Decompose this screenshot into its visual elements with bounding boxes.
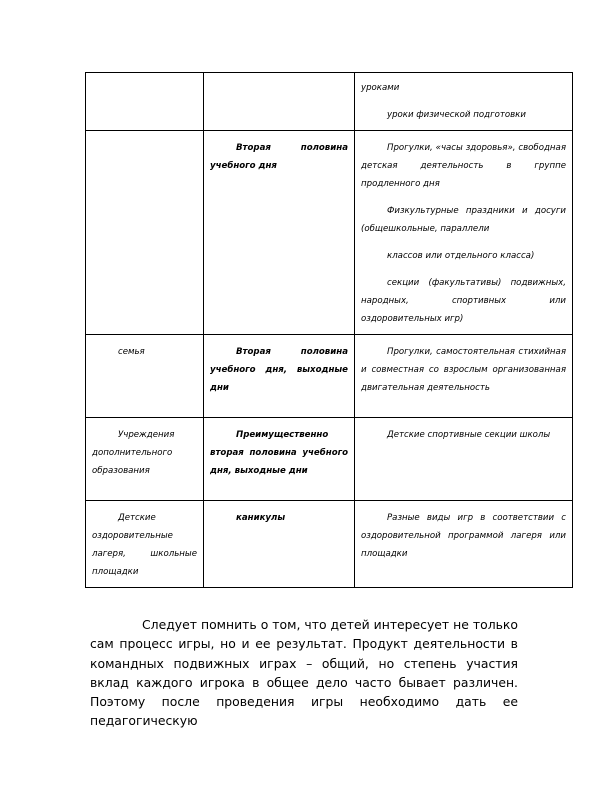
- when-cell: [204, 418, 355, 501]
- who-cell: [86, 418, 204, 501]
- who-text: Учреждения дополнительного образования: [92, 430, 175, 476]
- body-text: [90, 615, 518, 731]
- when-cell: [204, 73, 355, 131]
- when-text: Вторая половина учебного дня: [210, 143, 348, 171]
- table-row: [86, 418, 573, 501]
- when-cell: [204, 501, 355, 588]
- forms-cell: [355, 335, 573, 418]
- table-row: [86, 335, 573, 418]
- who-cell: [86, 73, 204, 131]
- body-paragraph: Следует помнить о том, что детей интересует не только сам процесс игры, но и ее результат. Продукт деятельности в командных подвижных играх – общий, но степень участия вклад каждого игрока в общее дело часто бывает различен. Поэтому после проведения игры необходимо дать ее педагогическую: [90, 617, 518, 729]
- who-cell: [86, 335, 204, 418]
- forms-cell: [355, 131, 573, 335]
- forms-cell: [355, 501, 573, 588]
- when-text: каникулы: [236, 513, 286, 523]
- form-text: уроками: [361, 83, 400, 93]
- form-text: Прогулки, самостоятельная стихийная и совместная со взрослым организованная двигательная деятельность: [361, 347, 566, 393]
- who-text: семья: [118, 347, 145, 357]
- table-row: [86, 131, 573, 335]
- when-text: Вторая половина учебного дня, выходные дни: [210, 347, 348, 393]
- who-text: Детские оздоровительные лагеря, школьные площадки: [92, 513, 197, 577]
- table-row: [86, 73, 573, 131]
- who-cell: [86, 131, 204, 335]
- when-text: Преимущественно вторая половина учебного дня, выходные дни: [210, 430, 348, 476]
- table-body: [86, 73, 573, 588]
- when-cell: [204, 131, 355, 335]
- form-text: Прогулки, «часы здоровья», свободная детская деятельность в группе продленного дня: [361, 143, 566, 189]
- table-row: [86, 501, 573, 588]
- form-text: секции (факультативы) подвижных, народных, спортивных или оздоровительных игр): [361, 278, 566, 324]
- form-text: Разные виды игр в соответствии с оздоровительной программой лагеря или площадки: [361, 513, 566, 559]
- form-text: Физкультурные праздники и досуги (общешкольные, параллели: [361, 206, 566, 234]
- forms-cell: [355, 418, 573, 501]
- who-cell: [86, 501, 204, 588]
- form-text: уроки физической подготовки: [387, 110, 526, 120]
- form-text: классов или отдельного класса): [387, 251, 535, 261]
- form-text: Детские спортивные секции школы: [387, 430, 551, 440]
- forms-cell: [355, 73, 573, 131]
- when-cell: [204, 335, 355, 418]
- activity-table: [85, 72, 573, 588]
